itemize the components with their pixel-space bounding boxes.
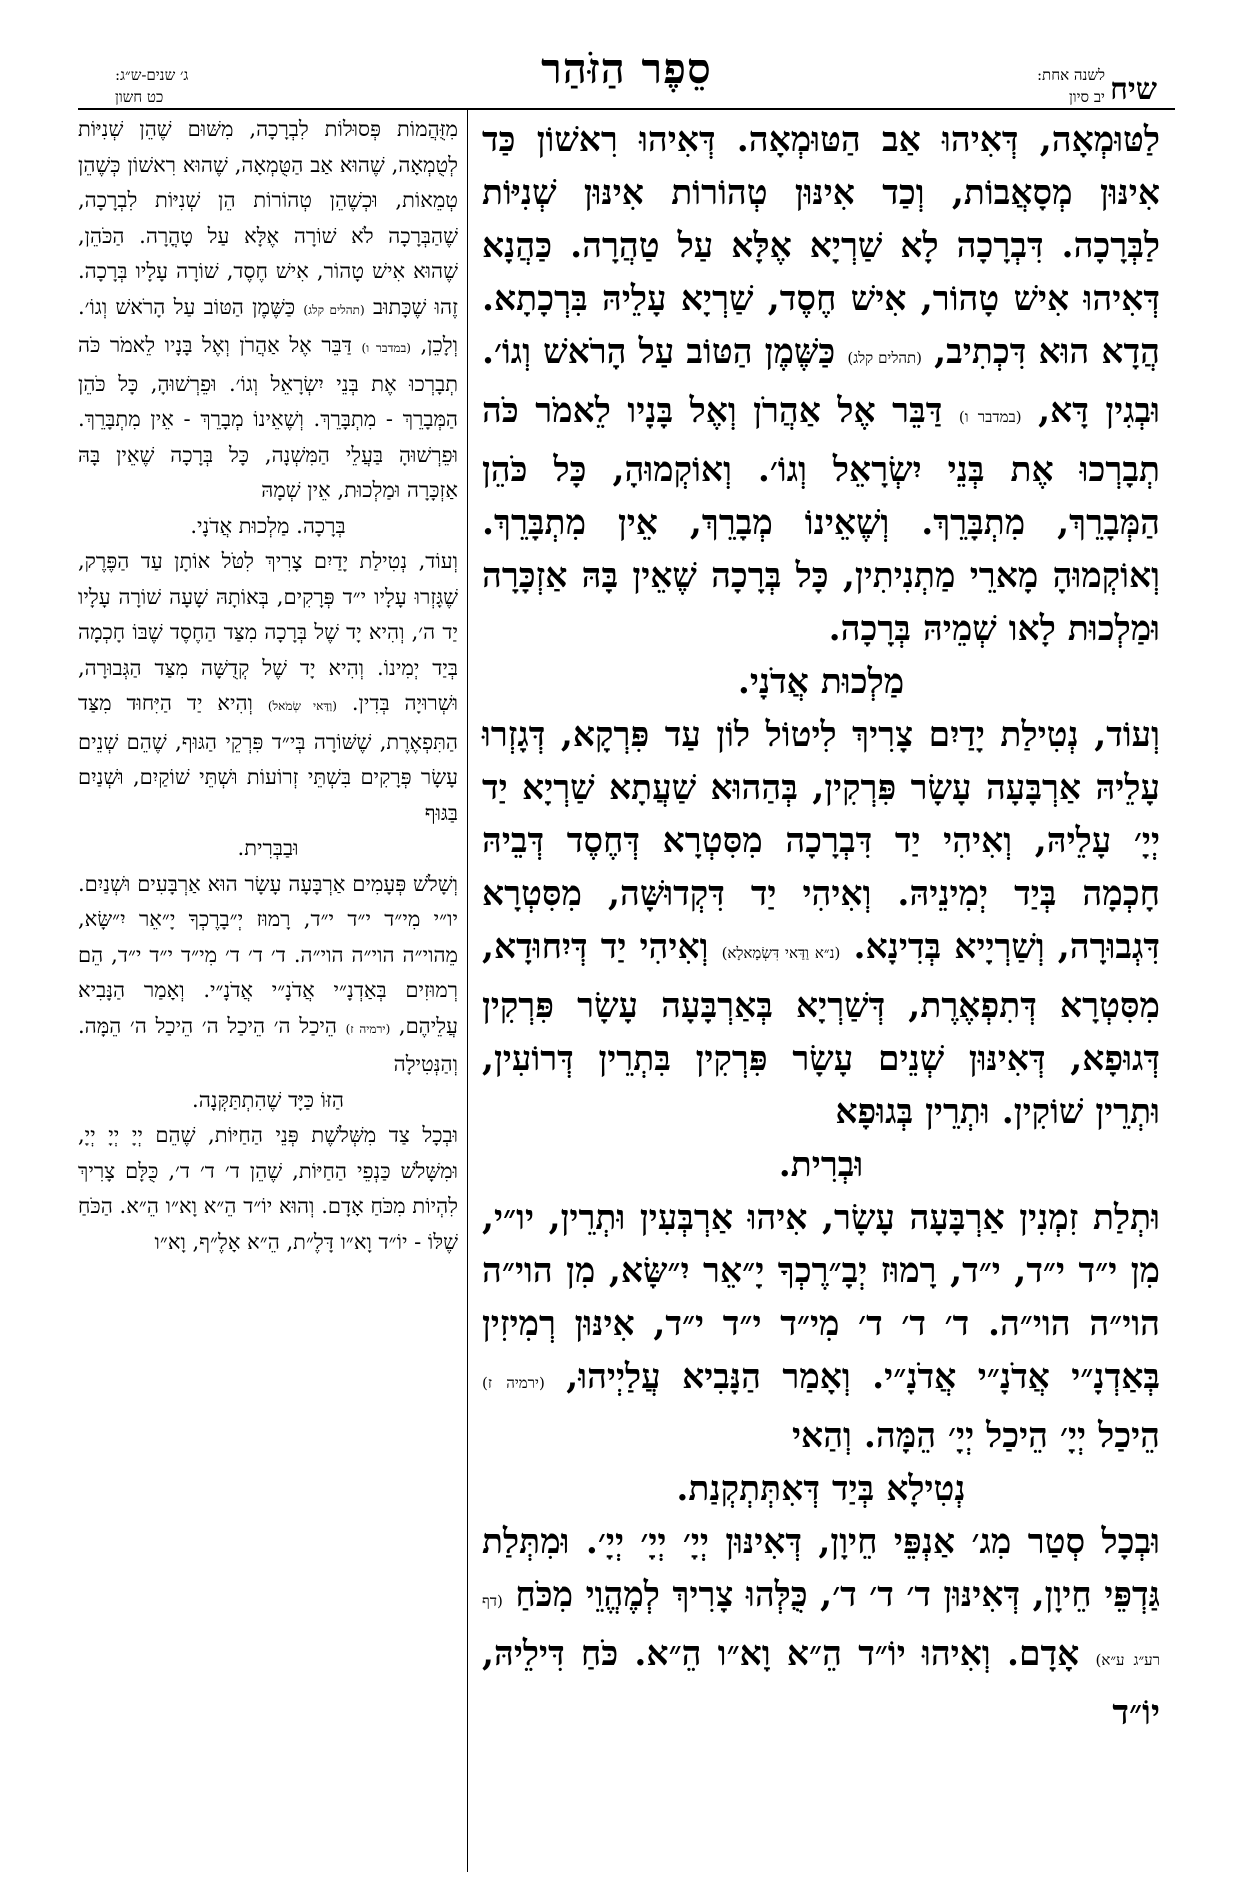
main-paragraph-1-end: מַלְכוּת אֲדֹנָי. bbox=[737, 662, 905, 702]
study-schedule-date: יב סיון bbox=[1068, 88, 1105, 106]
commentary-paragraph-1-end: בְּרָכָה. מַלְכוּת אֲדֹנָי. bbox=[190, 513, 346, 538]
main-paragraph-3-end: נְטִילָא בְּיַד דְּאִתְּתְקְנַת. bbox=[676, 1469, 966, 1509]
comm-c1-text-c: דַּבֵּר אֶל אַהֲרֹן וְאֶל בָּנָיו לֵאמֹר כֹּה תְבָרְכוּ אֶת בְּנֵי יִשְׂרָאֵל וְגוֹ׳. וּפֵרְשׁוּהָ, כָּל כֹּהֵן הַמְּבָרֵךְ - מִתְבָּרֵךְ. וְשֶׁאֵינוֹ מְבָרֵךְ - אֵין מִתְבָּרֵךְ. וּפֵרְשׁוּהָ בַּעֲלֵי הַמִּשְׁנָה, כָּל בְּרָכָה שֶׁאֵין בָּהּ אַזְכָּרָה וּמַלְכוּת, אֵין שְׁמָהּ bbox=[78, 333, 458, 502]
commentary-paragraph-1 bbox=[78, 112, 458, 509]
source-reference: (ירמיה ז) bbox=[482, 1374, 545, 1392]
source-reference: (תהלים קלג) bbox=[303, 302, 365, 317]
commentary-paragraph-2-end: וּבַבְּרִית. bbox=[237, 836, 299, 860]
main-paragraph-1 bbox=[482, 114, 1160, 656]
source-reference: (תהלים קלג) bbox=[847, 349, 923, 367]
commentary-paragraph-3 bbox=[78, 867, 458, 1083]
comm-c1-text-b: כַּשֶּׁמֶן הַטּוֹב עַל הָרֹאשׁ וְגוֹ׳. וְלָכֵן, bbox=[78, 294, 458, 357]
commentary-column bbox=[78, 112, 458, 1260]
commentary-paragraph-3-end: הַזּוֹ כַּיָּד שֶׁהִתְתַּקְּנָה. bbox=[192, 1087, 344, 1112]
comm-c2-text: וְעוֹד, נְטִילַת יָדַיִם צָרִיךְ לִטֹּל אוֹתָן עַד הַפֶּרֶק, שֶׁגָּזְרוּ עָלָיו י״ד פְּרָקִים, בְּאוֹתָהּ שָׁעָה שׁוֹרָה עָלָיו יַד ה׳, וְהִיא יָד שֶׁל בְּרָכָה מִצַּד הַחֶסֶד שֶׁבּוֹ חָכְמָה בְּיַד יְמִינוֹ. וְהִיא יָד שֶׁל קְדֻשָּׁה מִצַּד הַגְּבוּרָה, וּשְׁרוּיָה בְּדִין. bbox=[78, 549, 458, 715]
comm-c2-text-b: וְהִיא יַד הַיִּחוּד מִצַּד הַתִּפְאֶרֶת, שֶׁשּׁוֹרָה בְּי״ד פִּרְקֵי הַגּוּף, שֶׁהֵם שְׁנֵים עָשָׂר פְּרָקִים בִּשְׁתֵּי זְרוֹעוֹת וּשְׁתֵּי שׁוֹקַיִם, וּשְׁנַיִם בַּגּוּף bbox=[78, 691, 458, 825]
page-number: שיח bbox=[1110, 72, 1157, 107]
study-schedule-date-2: כט חשון bbox=[115, 88, 164, 106]
main-p4-text-b: וּמִתְּלַת גַּדְפֵּי חֵיוָן, דְּאִינּוּן ד׳ ד׳ ד׳, כֻּלְּהוּ צָרִיךְ לְמֶהֱוֵי מִכֹּחַ bbox=[482, 1522, 1160, 1615]
main-p2-text-c: וְאִיהִי יַד דְּיִחוּדָא, מִסִּטְרָא דְּתִפְאֶרֶת, דְּשַׁרְיָא בְּאַרְבָּעָה עָשָׂר פִּרְקִין דְּגוּפָא, דְּאִינּוּן שְׁנֵים עָשָׂר פִּרְקִין בִּתְרֵין דְּרוֹעִין, וּתְרֵין שׁוֹקִין. וּתְרֵין בְּגוּפָא bbox=[482, 927, 1160, 1132]
main-p1-text: לַטּוּמְאָה, דְּאִיהוּ אַב הַטּוּמְאָה. דְּאִיהוּ רִאשׁוֹן כַּד אִינּוּן מְסָאֲבוֹת, וְכַד אִינּוּן טְהוֹרוֹת אִינּוּן שְׁנִיּוֹת לַבְּרָכָה. דִּבְרָכָה לָא שַׁרְיָא אֶלָּא עַל טַהֲרָה. כַּהֲנָא דְּאִיהוּ אִישׁ טָהוֹר, אִישׁ חֶסֶד, שַׁרְיָא עָלֵיהּ בִּרְכָתָא. הֲדָא הוּא דִּכְתִיב, bbox=[482, 120, 1160, 372]
commentary-paragraph-2 bbox=[78, 544, 458, 831]
main-p1-text-c: דַּבֵּר אֶל אַהֲרֹן וְאֶל בָּנָיו לֵאמֹר כֹּה תְבָרְכוּ אֶת בְּנֵי יִשְׂרָאֵל וְגוֹ׳. וְאוֹקְמוּהָ, כָּל כֹּהֵן הַמְּבָרֵךְ, מִתְבָּרֵךְ. וְשֶׁאֵינוֹ מְבָרֵךְ, אֵין מִתְבָּרֵךְ. וְאוֹקְמוּהָ מָארֵי מַתְנִיתִין, כָּל בְּרָכָה שֶׁאֵין בָּהּ אַזְכָּרָה וּמַלְכוּת לָאו שְׁמֵיהּ בְּרָכָה. bbox=[482, 391, 1160, 649]
study-schedule-years: ג׳ שנים-ש״ג: bbox=[115, 66, 189, 84]
book-title: סֵפֶר הַזֹּהַר bbox=[541, 44, 712, 93]
header-left bbox=[115, 64, 235, 108]
comm-c3-text-b: הֵיכַל ה׳ הֵיכַל ה׳ הֵיכַל ה׳ הֵמָּה. וְהַנְּטִילָה bbox=[78, 1013, 458, 1076]
source-reference: (במדבר ו) bbox=[958, 408, 1022, 426]
commentary-paragraph-4: וּבְכָל צַד מִשְּׁלֹשֶׁת פְּנֵי הַחַיּוֹת, שֶׁהֵם יְיָ יְיָ יְיָ, וּמִשָּׁלֹשׁ כַּנְפֵי הַחַיּוֹת, שֶׁהֵן ד׳ ד׳ ד׳, כֻּלָּם צָרִיךְ לִהְיוֹת מִכֹּחַ אָדָם. וְהוּא יוֹ״ד הֵ״א וָא״ו הֵ״א. הַכֹּחַ שֶׁלּוֹ - יוֹ״ד וָא״ו דָּלֶ״ת, הֵ״א אָלֶ״ף, וָא״ו bbox=[78, 1123, 458, 1254]
comm-c3-text: וְשָׁלֹשׁ פְּעָמִים אַרְבָּעָה עָשָׂר הוּא אַרְבָּעִים וּשְׁנַיִם. יו״י מִי״ד י״ד י״ד, רָמוּז יְ״בָרֶכְךָ יָ״אֵר יִ״שָּׂא, מֵהוי״ה הוי״ה הוי״ה. ד׳ ד׳ ד׳ מִי״ד י״ד י״ד, הֵם רְמוּזִים בְּאַדְנָ״י אֲדֹנָ״י אֲדֹנָ״י. וְאָמַר הַנָּבִיא עֲלֵיהֶם, bbox=[78, 871, 458, 1038]
main-paragraph-3 bbox=[482, 1192, 1160, 1463]
main-p4-text: וּבְכָל סְטַר מִג׳ אַנְפֵּי חֵיוָן, דְּאִינּוּן יְיָ׳ יְיָ׳ יְיָ׳. bbox=[585, 1522, 1160, 1562]
column-divider bbox=[467, 110, 468, 1872]
source-reference: (דף רע״ג ע״א) bbox=[482, 1592, 1160, 1669]
main-p3-text: וּתְלַת זִמְנִין אַרְבָּעָה עָשָׂר, אִיהוּ אַרְבְּעִין וּתְרֵין, יו״י, מִן י״ד י״ד, י״ד, רָמוּז יְבָ״רֶכְךָ יָ״אֵר יִ״שָּׂא, מִן הוי״ה הוי״ה הוי״ה. ד׳ ד׳ ד׳ מִי״ד י״ד י״ד, אִינּוּן רְמִיזִין בְּאַדְנָ״י אֲדֹנָ״י אֲדֹנָ״י. וְאָמַר הַנָּבִיא עֲלַיְיהוּ, bbox=[482, 1198, 1160, 1397]
main-p1-text-b: כַּשֶּׁמֶן הַטּוֹב עַל הָרֹאשׁ וְגוֹ׳. וּבְגִין דָּא, bbox=[482, 332, 1161, 431]
source-reference: (נ״א וַדַּאי דִּשְׂמָאלָא) bbox=[721, 944, 841, 962]
source-reference: (וַדַּאי שְׂמֹאל) bbox=[267, 699, 337, 713]
main-paragraph-4 bbox=[482, 1516, 1160, 1740]
main-text-column bbox=[482, 114, 1160, 1740]
main-paragraph-2 bbox=[482, 709, 1160, 1139]
header-rule bbox=[78, 108, 1175, 110]
main-p2-text: וְעוֹד, נְטִילַת יָדַיִם צָרִיךְ לִיטוֹל לוֹן עַד פִּרְקָא, bbox=[560, 715, 1160, 755]
main-p2-text-b: דְּגָזְרוּ עָלֵיהּ אַרְבָּעָה עָשָׂר פִּרְקִין, בְּהַהוּא שַׁעֲתָא שַׁרְיָא יַד יְיָ׳ עָלֵיהּ, וְאִיהִי יַד דִּבְרָכָה מִסִּטְרָא דְּחֶסֶד דְּבֵיהּ חָכְמָה בְּיַד יְמִינֵיהּ. וְאִיהִי יַד דִּקְדוּשָּׁה, מִסִּטְרָא דִּגְבוּרָה, וְשַׁרְיָיא בְּדִינָא. bbox=[482, 715, 1161, 967]
source-reference: (במדבר ו) bbox=[361, 341, 411, 355]
main-paragraph-2-end: וּבְרִית. bbox=[778, 1145, 864, 1185]
comm-c1-text: מִזֻּהֲמוֹת פְּסוּלוֹת לִבְרָכָה, מִשּׁוּם שֶׁהֵן שְׁנִיּוֹת לְטֻמְאָה, שֶׁהוּא אַב הַטֻּמְאָה, שֶׁהוּא רִאשׁוֹן כְּשֶׁהֵן טְמֵאוֹת, וּכְשֶׁהֵן טְהוֹרוֹת הֵן שְׁנִיּוֹת לִבְרָכָה, שֶׁהַבְּרָכָה לֹא שׁוֹרָה אֶלָּא עַל טָהֳרָה. הַכֹּהֵן, שֶׁהוּא אִישׁ טָהוֹר, אִישׁ חֶסֶד, שׁוֹרָה עָלָיו בְּרָכָה. זֶהוּ שֶׁכָּתוּב bbox=[78, 117, 458, 319]
study-schedule-year: לשנה אחת: bbox=[1037, 66, 1105, 84]
main-p4-text-c: אָדָם. וְאִיהוּ יוֹ״ד הֵ״א וָא״ו הֵ״א. כֹּחַ דִּילֵיהּ, יוֹ״ד bbox=[482, 1634, 1160, 1733]
source-reference: (ירמיה ז) bbox=[345, 1021, 391, 1036]
main-p3-text-b: הֵיכַל יְיָ׳ הֵיכַל יְיָ׳ הֵמָּה. וְהַאי bbox=[792, 1416, 1160, 1456]
